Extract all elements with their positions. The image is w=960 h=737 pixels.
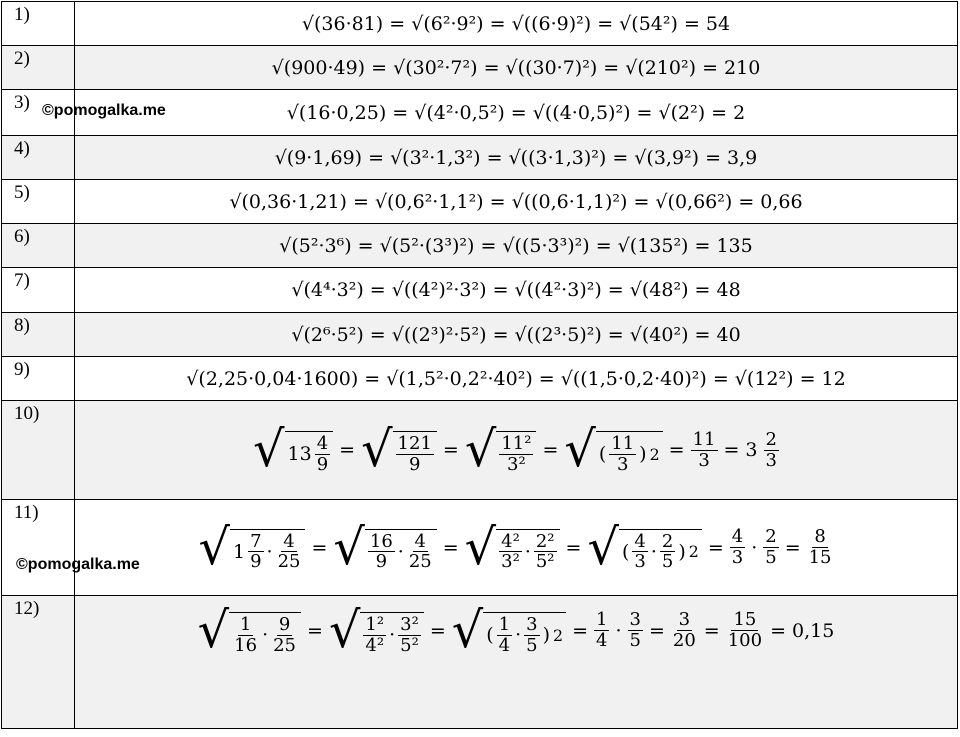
row-number: 9) bbox=[2, 357, 75, 401]
row-expression: √(4⁴·3²) = √((4²)²·3²) = √((4²·3)²) = √(48²) = 48 bbox=[75, 268, 958, 313]
row-expression: √(9·1,69) = √(3²·1,3²) = √((3·1,3)²) = √(3,9²) = 3,9 bbox=[75, 136, 958, 180]
row-expression: √(16·0,25) = √(4²·0,5²) = √((4·0,5)²) = √(2²) = 2 bbox=[75, 90, 958, 136]
row-number: 7) bbox=[2, 268, 75, 313]
table-row bbox=[2, 224, 958, 268]
row-number: 4) bbox=[2, 136, 75, 180]
row-number: 12) bbox=[2, 596, 75, 729]
table-row bbox=[2, 136, 958, 180]
row-number-label: 11) bbox=[14, 502, 39, 523]
row-number: 2) bbox=[2, 46, 75, 90]
row-number: 6) bbox=[2, 224, 75, 268]
table-row bbox=[2, 180, 958, 224]
table-row bbox=[2, 90, 958, 136]
row-number: 5) bbox=[2, 180, 75, 224]
row-expression: √ 13 $\frac{4}{9}$ = √ $\frac{121}{9}$ = √ $\frac{\text{11²}}{\text{3²}}$ = √ ( $\frac{11}{3}$ ) 2 = $\frac{11}{3}$ = 3 $\frac{2}{3}$ bbox=[75, 401, 958, 500]
table-row bbox=[2, 500, 958, 596]
table-row bbox=[2, 313, 958, 357]
watermark: ©pomogalka.me bbox=[42, 102, 166, 119]
row-expression: √(5²·3⁶) = √(5²·(3³)²) = √((5·3³)²) = √(135²) = 135 bbox=[75, 224, 958, 268]
row-expression: √(2⁶·5²) = √((2³)²·5²) = √((2³·5)²) = √(40²) = 40 bbox=[75, 313, 958, 357]
table-row bbox=[2, 596, 958, 729]
row-expression: √(0,36·1,21) = √(0,6²·1,1²) = √((0,6·1,1)²) = √(0,66²) = 0,66 bbox=[75, 180, 958, 224]
solutions-table bbox=[1, 1, 958, 729]
row-expression: √(900·49) = √(30²·7²) = √((30·7)²) = √(210²) = 210 bbox=[75, 46, 958, 90]
row-number: 8) bbox=[2, 313, 75, 357]
table-row bbox=[2, 2, 958, 46]
row-expression: √ 1 $\frac{7}{9}$ · $\frac{4}{25}$ = √ $\frac{16}{9}$ · $\frac{4}{25}$ = √ $\frac{\text{4²}}{\text{3²}}$ · $\frac{\text{2²}}{\text{5²}}$ = √ ( $\frac{4}{3}$ · $\frac{2}{5}$ ) 2 = $\frac{4}{3}$ · $\frac{2}{5}$ = $\frac{8}{15}$ bbox=[75, 500, 958, 596]
row-number-label: 3) bbox=[14, 92, 30, 113]
row-expression: √(2,25·0,04·1600) = √(1,5²·0,2²·40²) = √((1,5·0,2·40)²) = √(12²) = 12 bbox=[75, 357, 958, 401]
table-row bbox=[2, 46, 958, 90]
table-row bbox=[2, 268, 958, 313]
row-number: 1) bbox=[2, 2, 75, 46]
row-expression: √(36·81) = √(6²·9²) = √((6·9)²) = √(54²) = 54 bbox=[75, 2, 958, 46]
row-expression: √ $\frac{1}{16}$ · $\frac{9}{25}$ = √ $\frac{\text{1²}}{\text{4²}}$ · $\frac{\text{3²}}{\text{5²}}$ = √ ( $\frac{1}{4}$ · $\frac{3}{5}$ ) 2 = $\frac{1}{4}$ · $\frac{3}{5}$ = $\frac{3}{20}$ = $\frac{15}{100}$ = 0,15 bbox=[75, 596, 958, 729]
watermark: ©pomogalka.me bbox=[16, 556, 140, 573]
row-number bbox=[2, 500, 140, 596]
row-number bbox=[2, 90, 166, 136]
row-number: 10) bbox=[2, 401, 75, 500]
table-row bbox=[2, 357, 958, 401]
table-row bbox=[2, 401, 958, 500]
